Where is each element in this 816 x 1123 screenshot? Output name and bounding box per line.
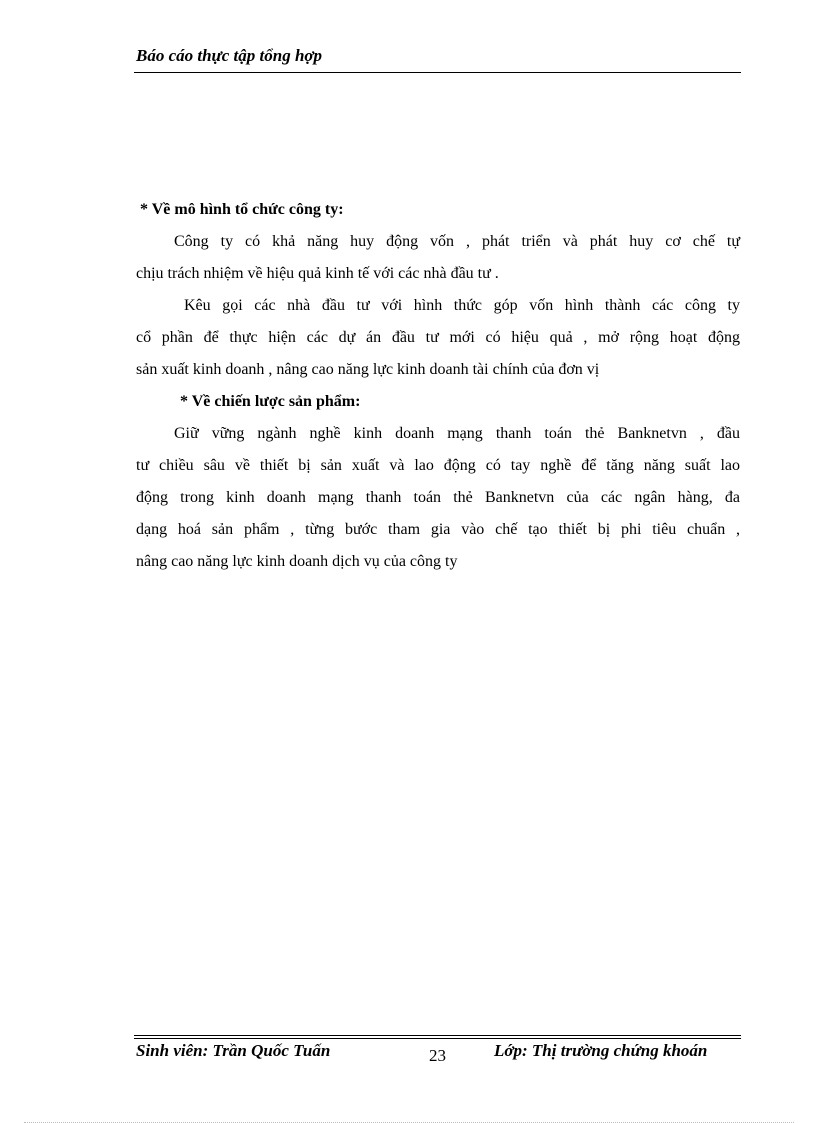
header-divider [134, 72, 741, 73]
paragraph-line: sản xuất kinh doanh , nâng cao năng lực kinh doanh tài chính của đơn vị [136, 361, 600, 378]
page-number: 23 [429, 1046, 446, 1065]
paragraph-line: Giữ vững ngành nghề kinh doanh mạng thanh toán thẻ Banknetvn , đầu [174, 425, 740, 442]
paragraph-line: Công ty có khả năng huy động vốn , phát triển và phát huy cơ chế tự [174, 233, 740, 250]
paragraph-line: dạng hoá sản phẩm , từng bước tham gia vào chế tạo thiết bị phi tiêu chuẩn , [136, 521, 740, 538]
footer-class: Lớp: Thị trường chứng khoán [494, 1041, 708, 1060]
footer-divider [134, 1038, 741, 1039]
paragraph-line: động trong kinh doanh mạng thanh toán thẻ Banknetvn của các ngân hàng, đa [136, 489, 740, 506]
footer-student: Sinh viên: Trần Quốc Tuấn [136, 1041, 331, 1060]
section-heading-product-strategy: * Về chiến lược sản phẩm: [180, 393, 361, 410]
section-heading-organization: * Về mô hình tổ chức công ty: [140, 201, 344, 218]
paragraph-line: nâng cao năng lực kinh doanh dịch vụ của công ty [136, 553, 458, 570]
header-title: Báo cáo thực tập tổng hợp [136, 46, 323, 65]
paragraph-line: chịu trách nhiệm về hiệu quả kinh tế với các nhà đầu tư . [136, 265, 499, 282]
paragraph-line: cổ phần để thực hiện các dự án đầu tư mới có hiệu quả , mở rộng hoạt động [136, 329, 740, 346]
paragraph-line: tư chiều sâu về thiết bị sản xuất và lao động có tay nghề để tăng năng suất lao [136, 457, 740, 474]
paragraph-line: Kêu gọi các nhà đầu tư với hình thức góp vốn hình thành các công ty [184, 297, 740, 314]
footer-divider [134, 1035, 741, 1036]
